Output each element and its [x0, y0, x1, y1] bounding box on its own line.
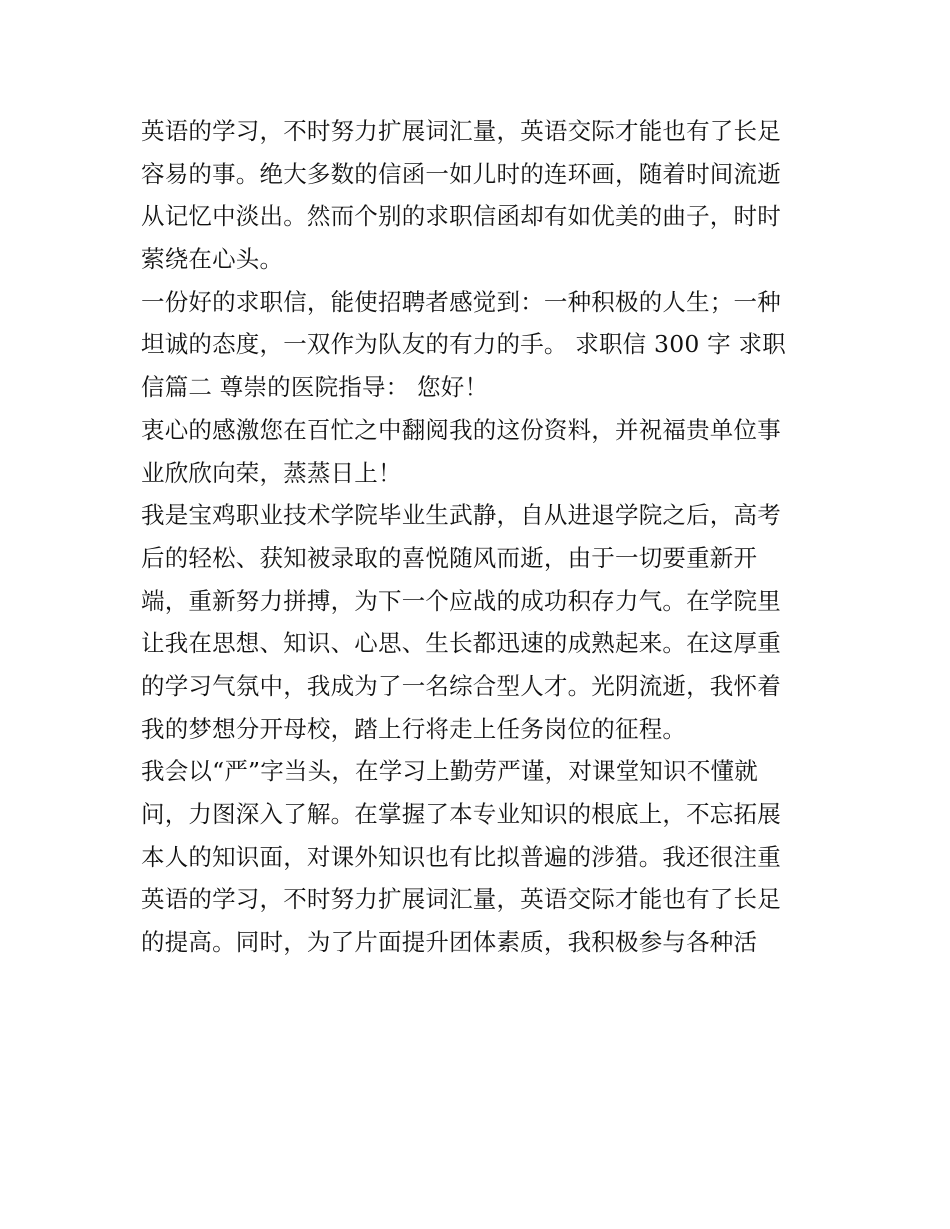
- text-line: 问，力图深入了解。在掌握了本专业知识的根底上，不忘拓展: [141, 800, 781, 828]
- text-line: 端，重新努力拼搏，为下一个应战的成功积存力气。在学院里: [141, 586, 781, 615]
- text-line: 本人的知识面，对课外知识也有比拟普遍的涉猎。我还很注重: [141, 842, 781, 871]
- body-text: [141, 110, 816, 964]
- text-line: 萦绕在心头。: [141, 245, 284, 274]
- text-line: 英语的学习，不时努力扩展词汇量，英语交际才能也有了长足: [141, 117, 781, 145]
- text-line: 业欣欣向荣，蒸蒸日上！: [141, 458, 402, 487]
- text-line: 我的梦想分开母校，踏上行将走上任务岗位的征程。: [141, 714, 687, 743]
- text-line: 衷心的感激您在百忙之中翻阅我的这份资料，并祝福贵单位事: [141, 415, 781, 444]
- text-line: 信篇二 尊崇的医院指导： 您好！: [141, 373, 489, 402]
- text-line: 我会以“严”字当头，在学习上勤劳严谨，对课堂知识不懂就: [141, 757, 758, 786]
- text-line: 一份好的求职信，能使招聘者感觉到：一种积极的人生；一种: [141, 287, 781, 316]
- text-line: 从记忆中淡出。然而个别的求职信函却有如优美的曲子，时时: [141, 202, 781, 231]
- text-line: 坦诚的态度，一双作为队友的有力的手。 求职信 300 字 求职: [141, 330, 786, 359]
- text-line: 容易的事。绝大多数的信函一如儿时的连环画，随着时间流逝: [141, 159, 781, 188]
- text-line: 英语的学习，不时努力扩展词汇量，英语交际才能也有了长足: [141, 885, 781, 914]
- text-line: 我是宝鸡职业技术学院毕业生武静，自从进退学院之后，高考: [141, 501, 781, 530]
- text-line: 的提高。同时，为了片面提升团体素质，我积极参与各种活: [141, 928, 758, 957]
- text-line: 后的轻松、获知被录取的喜悦随风而逝，由于一切要重新开: [141, 543, 758, 572]
- text-line: 让我在思想、知识、心思、生长都迅速的成熟起来。在这厚重: [141, 629, 781, 658]
- text-line: 的学习气氛中，我成为了一名综合型人才。光阴流逝，我怀着: [141, 671, 781, 700]
